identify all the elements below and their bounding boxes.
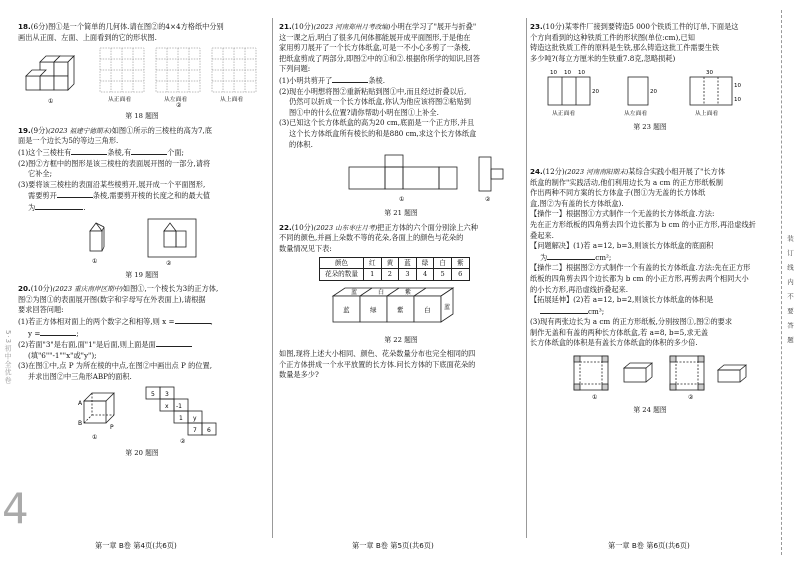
question-text: 把纸盒剪成了两部分,即图②中的①和②.根据你所学的知识,回答 (279, 53, 480, 63)
column-1 (18, 22, 266, 463)
table-row: 颜色 红 黄 蓝 绿 白 紫 (320, 257, 470, 269)
figure-label: 从左面看 (164, 97, 188, 104)
question-text: 数量情况见下表: (279, 243, 332, 253)
figure-18 (18, 46, 266, 108)
question-18 (18, 22, 266, 122)
face-label: 绿 (370, 305, 377, 314)
figure-label: 从左面看 (624, 111, 648, 118)
net-value: 5 (151, 391, 155, 399)
figure-label: 从正面看 (108, 97, 132, 104)
score: (6分) (30, 22, 49, 31)
column-3 (530, 22, 770, 420)
figure-22 (279, 284, 523, 332)
question-24: 24.(12分)(2023 河南南阳期末)某综合实践小组开展了"长方体 纸盒的制作"实践活动,他们利用边长为 a cm 的正方形纸板制 作出两种不同方案的长方体盒子(图①为无盖的长方体纸 盒,图②为有盖的长方体纸盒). 【操作一】根据图①方式制作一个无盖的长方体纸盒.方法: 先在正方形纸板的四角剪去四个边长都为 b cm 的小正方形,再沿虚线折 叠起来. 【问题解决】(1)若 a=12, b=3,则该长方体纸盒的底面积 为 cm²; 【操作二】根据图②方式制作一个有盖的长方体纸盒.方法:先在正方形 纸板的四角剪去四个边长都为 b cm 的小正方形,再剪去两个相同大小 的小长方形,再沿虚线折叠起来. 【拓展延伸】(2)若 a=12, b=2,则该长方体纸盒的体积是 cm³; (3)现有两张边长为 a cm 的正方形纸板,分别按图①,图②的要求 制作无盖和有盖的两种长方体纸盒,若 a=8, b=5,求无盖 长方体纸盒的体积是有盖长方体纸盒的体积的多少倍. ① ② 第 24 题图 (530, 167, 770, 416)
figure-22-drawing (279, 284, 523, 332)
source: (2023 山东枣庄月考) (313, 223, 378, 232)
question-text: 图②为图①的表面展开图(数字和字母写在外表面上),请根据 (18, 294, 206, 304)
binding-warning-text: 装订线内不要答题 (786, 235, 794, 351)
question-20: 20.(10分)(2023 重庆南岸区期中)如图①,一个棱长为3的正方体, 图②为图①的表面展开图(数字和字母写在外表面上),请根据 要求回答问题: (1)若正方体相对面上的两个数字之和相等,则 x = , y = ; (2)若面"3"是右面,面"1"是后面,则上面是面 (填"6""-1""x"或"y"); (3)在图①中,点 P 为所在棱的中点,在图②中画出点 P 的位置, 并求出图②中三角形ABP的面积. A B P ① 5 3 x -1 1 y 7 6 ② 第 20 题图 (18, 284, 266, 459)
figure-23-drawing (530, 67, 770, 119)
question-text: 铸造这批铁质工件的原料是生铁,那么铸造这批工件需要生铁 (530, 43, 720, 53)
source: (2023 重庆南岸区期中) (52, 285, 123, 294)
svg-text:20: 20 (650, 89, 657, 96)
figure-label: ② (176, 102, 182, 109)
figure-19 (18, 217, 266, 267)
face-label: 白 (378, 288, 385, 296)
question-text: 个正方体拼成一个水平放置的长方体.问长方体的下底面花朵的 (279, 359, 476, 369)
figure-20-drawing (18, 385, 266, 445)
question-text: 图①是一个简单的几何体.请在图②的4×4方格纸中分别 (48, 22, 224, 31)
svg-text:10: 10 (734, 83, 741, 90)
question-text: 如图,现将上述大小相同、颜色、花朵数量分布也完全相同的四 (279, 349, 476, 359)
face-label: 蓝 (343, 305, 350, 314)
face-label: 蓝 (444, 303, 451, 311)
page-footer: 第一章 B卷 第5页(共6页) (352, 541, 434, 550)
figure-18-drawing (18, 46, 266, 108)
question-21: 21.(10分)(2023 河南郑州月考改编)小明在学习了"展开与折叠" 这一课之后,明白了很多几何体都能展开成平面图形,于是他在 家用剪刀展开了一个长方体纸盒,可是一不小心多剪了一条棱, 把纸盒剪成了两部分,即图②中的①和②.根据你所学的知识,回答 下列问题: (1)小明共剪开了 条棱. (2)现在小明想将图②重新粘贴到图①中,而且经过折叠以后, 仍然可以折成一个长方体纸盒,你认为他应该将图②粘贴到 图①中的什么位置?请你帮助小明在图①上补全. (3)已知这个长方体纸盒的高为20 cm,底面是一个正方形,并且 这个长方体纸盒所有棱长的和是880 cm,求这个长方体纸盒 的体积. ① ② 第 21 题图 (279, 22, 523, 219)
svg-text:10: 10 (550, 70, 557, 77)
figure-caption: 第 19 题图 (125, 270, 159, 279)
question-text: 面是一个边长为5的等边三角形. (18, 136, 119, 146)
face-label: 紫 (405, 288, 412, 296)
face-label: 紫 (397, 305, 404, 314)
face-label: 白 (424, 305, 431, 314)
figure-label: ① (48, 98, 54, 106)
page-mark: 4 (2, 484, 29, 533)
net-value: 1 (179, 415, 183, 423)
question-23 (530, 22, 770, 133)
question-number: 21. (279, 22, 292, 31)
face-label: 蓝 (351, 288, 358, 296)
question-text: 这一课之后,明白了很多几何体都能展开成平面图形,于是他在 (279, 32, 471, 42)
column-divider (526, 18, 527, 538)
score: (9分) (30, 125, 49, 135)
svg-text:10: 10 (734, 97, 741, 104)
svg-text:30: 30 (706, 70, 713, 77)
binding-line (781, 10, 782, 555)
source: (2023 河南南阳期末) (564, 167, 629, 176)
question-22 (279, 223, 523, 381)
question-text: 多少吨?(每立方厘米的生铁重7.8克,忽略损耗) (530, 53, 676, 63)
question-text: 把正方体的六个面分别涂上六种 (377, 222, 478, 232)
svg-text:20: 20 (592, 89, 599, 96)
brand-side-text: 5·3初中全优卷 (4, 330, 12, 385)
figure-caption: 第 24 题图 (633, 406, 667, 415)
column-divider (272, 18, 273, 538)
figure-label: 从正面看 (552, 111, 576, 118)
svg-text:10: 10 (578, 70, 585, 77)
svg-text:B: B (78, 420, 83, 428)
figure-label: ② (166, 259, 172, 267)
question-text: 某零件厂接到要铸造5 000个铁质工件的订单,下面是这 (564, 22, 739, 31)
figure-19-drawing (18, 217, 266, 267)
figure-label: 从上面看 (695, 111, 719, 118)
question-text: 小明在学习了"展开与折叠" (390, 22, 477, 31)
figure-label: ① (92, 434, 98, 442)
score: (10分) (291, 22, 314, 31)
question-text: 如图①所示的三棱柱的高为7,底 (111, 125, 212, 135)
question-text: 数量是多少? (279, 370, 319, 380)
figure-label: ② (485, 196, 491, 204)
net-value: 7 (193, 427, 197, 435)
question-text: 家用剪刀展开了一个长方体纸盒,可是一不小心多剪了一条棱, (279, 43, 471, 53)
score: (10分) (30, 284, 53, 294)
net-value: 3 (165, 391, 169, 399)
figure-label: ② (180, 438, 186, 446)
figure-label: ① (399, 196, 405, 204)
figure-label: ① (92, 257, 98, 265)
table-row: 花朵的数量 1 2 3 4 5 6 (320, 269, 470, 281)
net-value: y (193, 415, 197, 423)
svg-text:10: 10 (564, 70, 571, 77)
figure-caption: 第 21 题图 (384, 209, 418, 218)
figure-label: ② (688, 394, 694, 402)
figure-label: ① (592, 394, 598, 402)
figure-caption: 第 22 题图 (384, 335, 418, 344)
question-text: 如图①,一个棱长为3的正方体, (122, 284, 219, 294)
figure-24 (530, 352, 770, 402)
net-value: 6 (207, 427, 211, 435)
question-text: 盒,图②为有盖的长方体纸盒). (530, 198, 624, 208)
source: (2023 河南郑州月考改编) (313, 23, 391, 31)
score: (10分) (542, 22, 565, 31)
svg-text:A: A (78, 400, 83, 408)
question-number: 23. (530, 22, 543, 31)
figure-24-drawing (530, 352, 770, 402)
question-number: 22. (279, 222, 292, 232)
svg-text:P: P (110, 424, 114, 432)
question-text: 个方向看到的这种铁质工件的形状图(单位:cm),已知 (530, 32, 695, 42)
question-text: 某综合实践小组开展了"长方体 (628, 166, 726, 176)
source: (2023 福建宁德期末) (48, 126, 112, 135)
score: (12分) (542, 166, 565, 176)
net-value: x (165, 403, 169, 411)
question-number: 20. (18, 284, 31, 294)
question-number: 18. (18, 22, 31, 31)
page-footer: 第一章 B卷 第4页(共6页) (95, 541, 177, 550)
page-footer: 第一章 B卷 第6页(共6页) (608, 541, 690, 550)
figure-20 (18, 385, 266, 445)
net-value: -1 (176, 403, 182, 411)
question-text: 作出两种不同方案的长方体盒子(图①为无盖的长方体纸 (530, 188, 706, 198)
question-text: 画出从正面、左面、上面看到的它的形状图. (18, 32, 157, 42)
question-19: 19.(9分)(2023 福建宁德期末)如图①所示的三棱柱的高为7,底 面是一个边长为5的等边三角形. (1)这个三棱柱有 条棱,有 个面; (2)图②方框中的图形是该三棱柱的表面展开图的一部分,请将 它补全; (3)要将该三棱柱的表面沿某些棱剪开,展开成一个平面图形, 需要剪开 条棱,需要剪开棱的长度之和的最大值 为 . ① ② 第 19 题图 (18, 126, 266, 280)
figure-21-drawing (279, 153, 523, 205)
question-number: 24. (530, 166, 543, 176)
question-text: 下列问题: (279, 64, 311, 74)
question-text: 不同的颜色,并画上朵数不等的花朵,各面上的颜色与花朵的 (279, 233, 464, 243)
column-2 (279, 22, 523, 383)
question-number: 19. (18, 125, 31, 135)
figure-caption: 第 18 题图 (125, 112, 159, 121)
question-text: 要求回答问题: (18, 305, 64, 315)
figure-23 (530, 67, 770, 119)
figure-caption: 第 23 题图 (633, 123, 667, 132)
figure-caption: 第 20 题图 (125, 449, 159, 458)
figure-label: 从上面看 (220, 97, 244, 104)
color-flower-table (319, 257, 470, 281)
score: (10分) (291, 222, 314, 232)
figure-21 (279, 153, 523, 205)
question-text: 纸盒的制作"实践活动,他们利用边长为 a cm 的正方形纸板制 (530, 177, 723, 187)
